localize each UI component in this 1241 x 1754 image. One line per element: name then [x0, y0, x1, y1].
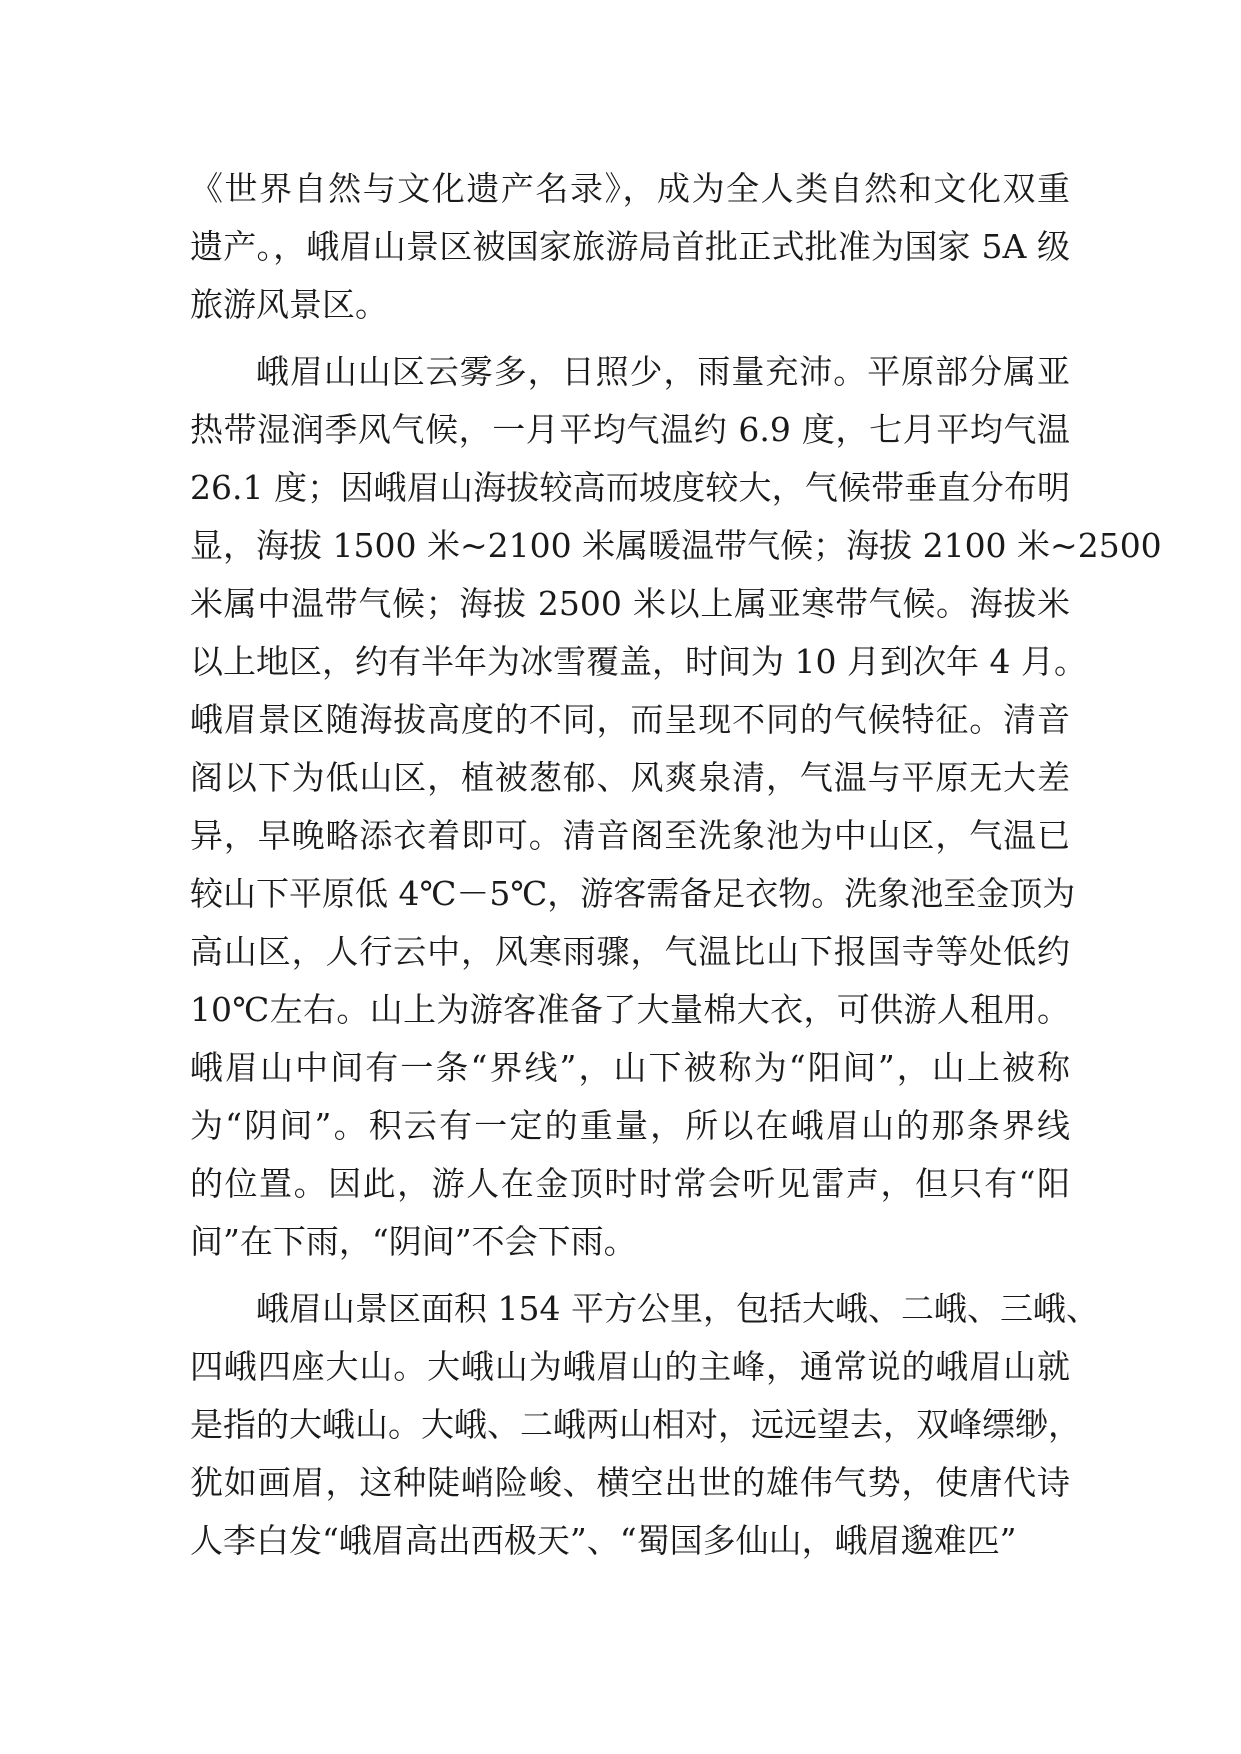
text-line: 米属中温带气候；海拔 2500 米以上属亚寒带气候。海拔米 — [190, 584, 1070, 623]
text-line: 的位置。因此，游人在金顶时时常会听见雷声，但只有“阳 — [190, 1164, 1070, 1203]
text-line: 旅游风景区。 — [190, 285, 388, 324]
text-line: 峨眉景区随海拔高度的不同，而呈现不同的气候特征。清音 — [190, 700, 1070, 739]
text-line: 为“阴间”。积云有一定的重量，所以在峨眉山的那条界线 — [190, 1106, 1070, 1145]
text-line: 人李白发“峨眉高出西极天”、“蜀国多仙山，峨眉邈难匹” — [190, 1521, 1017, 1560]
text-line: 异，早晚略添衣着即可。清音阁至洗象池为中山区，气温已 — [190, 816, 1070, 855]
paragraph — [190, 160, 1070, 334]
paragraph — [190, 343, 1162, 1271]
text-line: 高山区，人行云中，风寒雨骤，气温比山下报国寺等处低约 — [190, 932, 1070, 971]
text-line: 较山下平原低 4℃－5℃，游客需备足衣物。洗象池至金顶为 — [190, 874, 1076, 913]
text-line: 四峨四座大山。大峨山为峨眉山的主峰，通常说的峨眉山就 — [190, 1347, 1070, 1386]
text-line: 热带湿润季风气候，一月平均气温约 6.9 度，七月平均气温 — [190, 410, 1070, 449]
text-line: 峨眉山景区面积 154 平方公里，包括大峨、二峨、三峨、 — [256, 1289, 1099, 1328]
text-line: 犹如画眉，这种陡峭险峻、横空出世的雄伟气势，使唐代诗 — [190, 1463, 1070, 1502]
text-line: 10℃左右。山上为游客准备了大量棉大衣，可供游人租用。 — [190, 990, 1070, 1029]
text-line: 间”在下雨，“阴间”不会下雨。 — [190, 1222, 637, 1261]
text-line: 阁以下为低山区，植被葱郁、风爽泉清，气温与平原无大差 — [190, 758, 1070, 797]
text-line: 峨眉山山区云雾多，日照少，雨量充沛。平原部分属亚 — [256, 352, 1070, 391]
text-line: 以上地区，约有半年为冰雪覆盖，时间为 10 月到次年 4 月。 — [190, 642, 1087, 681]
text-line: 峨眉山中间有一条“界线”，山下被称为“阳间”，山上被称 — [190, 1048, 1070, 1087]
text-line: 遗产。，峨眉山景区被国家旅游局首批正式批准为国家 5A 级 — [190, 227, 1070, 266]
text-line: 26.1 度；因峨眉山海拔较高而坡度较大，气候带垂直分布明 — [190, 468, 1070, 507]
text-line: 《世界自然与文化遗产名录》，成为全人类自然和文化双重 — [190, 169, 1070, 208]
text-line: 是指的大峨山。大峨、二峨两山相对，远远望去，双峰缥缈， — [190, 1405, 1081, 1444]
text-line: 显，海拔 1500 米~2100 米属暖温带气候；海拔 2100 米~2500 — [190, 526, 1162, 565]
paragraph — [190, 1280, 1099, 1570]
document-body — [190, 160, 1162, 1570]
